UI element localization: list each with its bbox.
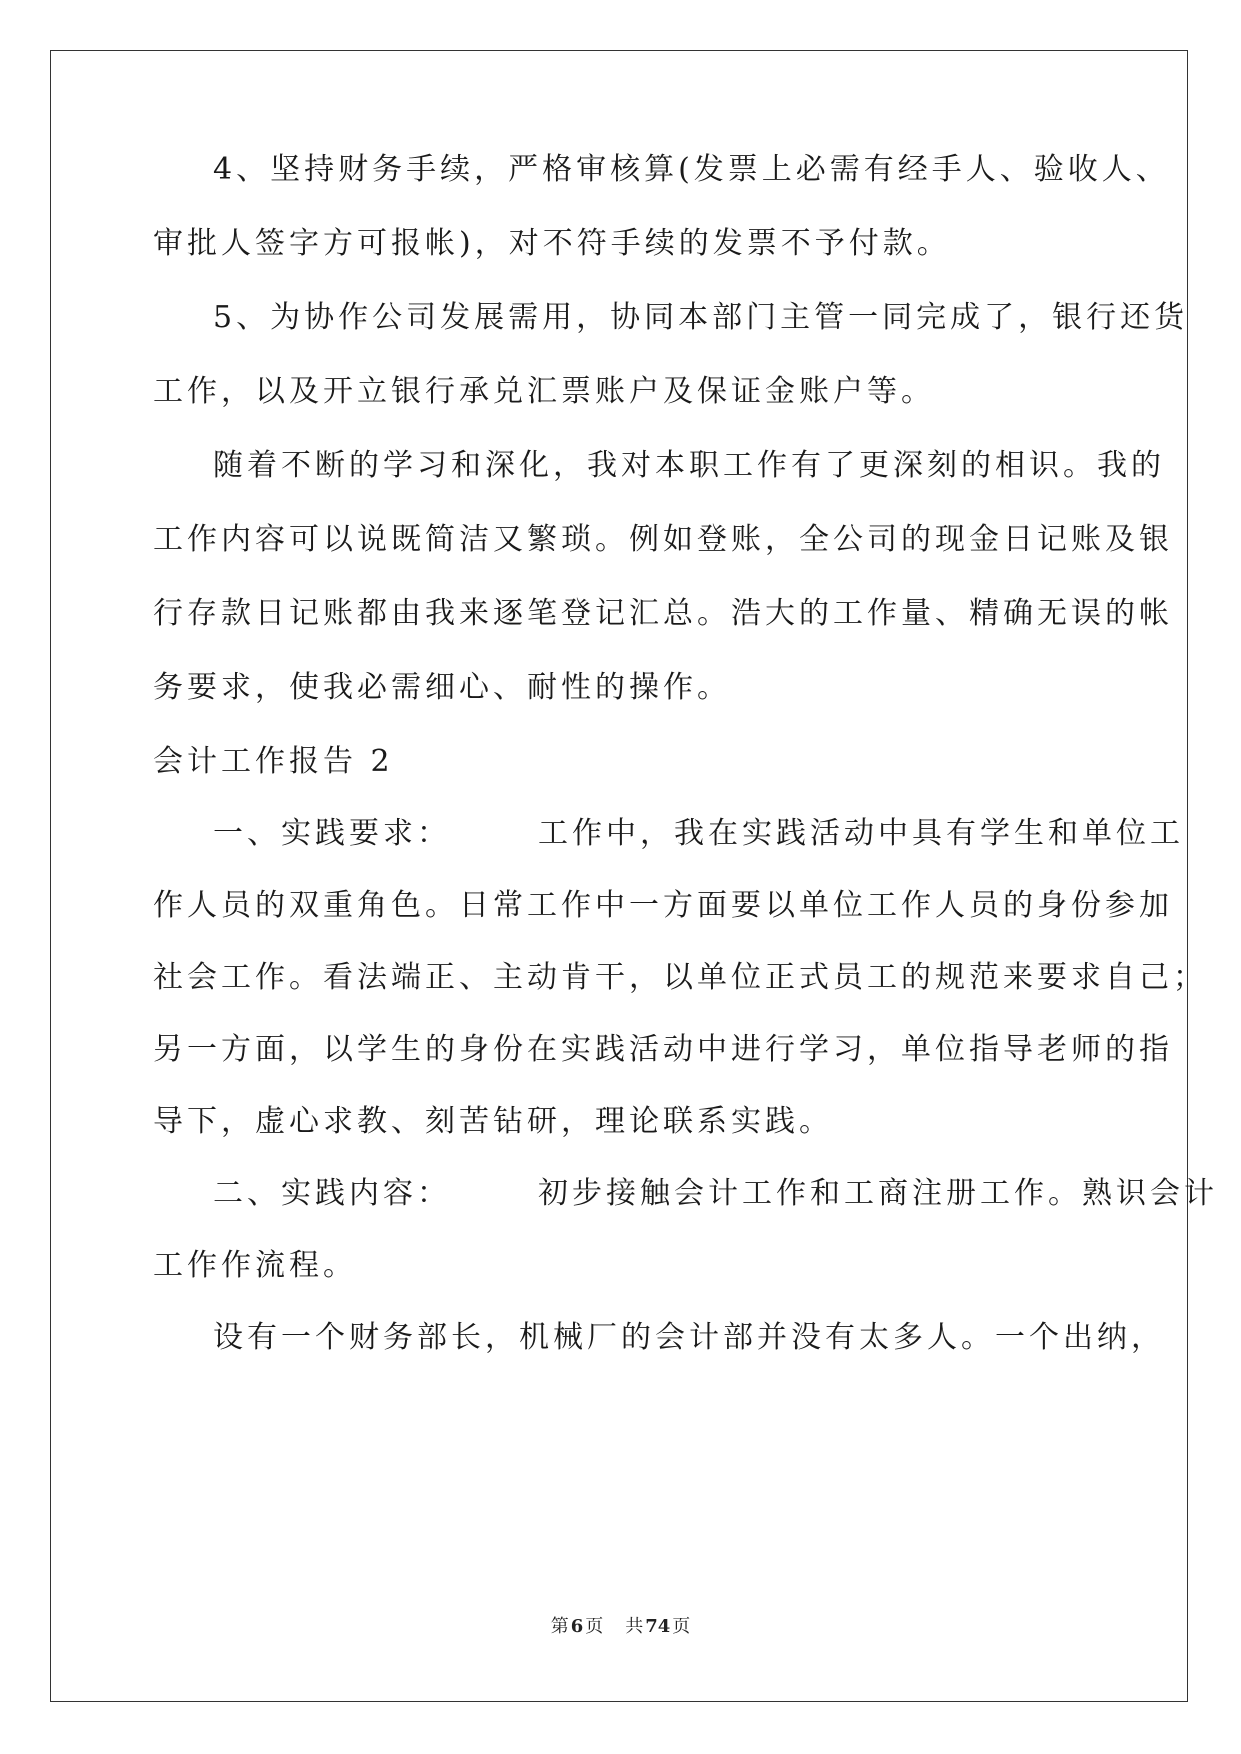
- section-heading: 会计工作报告 2: [153, 744, 394, 779]
- paragraph-line: 导下，虚心求教、刻苦钻研，理论联系实践。: [153, 1104, 833, 1139]
- page-footer: [0, 1615, 1241, 1639]
- paragraph-line: 工作内容可以说既简洁又繁琐。例如登账，全公司的现金日记账及银: [153, 522, 1173, 557]
- paragraph-line: 工作作流程。: [153, 1248, 357, 1283]
- total-pages: 74: [645, 1616, 671, 1637]
- paragraph-line: 5、为协作公司发展需用，协同本部门主管一同完成了，银行还货: [213, 300, 1189, 335]
- paragraph-line: 一、实践要求： 工作中，我在实践活动中具有学生和单位工: [213, 816, 1184, 851]
- paragraph-line: 审批人签字方可报帐)，对不符手续的发票不予付款。: [153, 226, 951, 261]
- total-label-prefix: 共: [625, 1616, 644, 1637]
- paragraph-line: 设有一个财务部长，机械厂的会计部并没有太多人。一个出纳，: [213, 1320, 1165, 1355]
- page-number: 6: [570, 1616, 584, 1637]
- total-label-suffix: 页: [672, 1616, 691, 1637]
- paragraph-line: 工作，以及开立银行承兑汇票账户及保证金账户等。: [153, 374, 935, 409]
- paragraph-line: 随着不断的学习和深化，我对本职工作有了更深刻的相识。我的: [213, 448, 1165, 483]
- page-label-suffix: 页: [585, 1616, 604, 1637]
- paragraph-line: 社会工作。看法端正、主动肯干，以单位正式员工的规范来要求自己；: [153, 960, 1207, 995]
- paragraph-line: 务要求，使我必需细心、耐性的操作。: [153, 670, 731, 705]
- paragraph-line: 另一方面，以学生的身份在实践活动中进行学习，单位指导老师的指: [153, 1032, 1173, 1067]
- paragraph-line: 行存款日记账都由我来逐笔登记汇总。浩大的工作量、精确无误的帐: [153, 596, 1173, 631]
- paragraph-line: 二、实践内容： 初步接触会计工作和工商注册工作。熟识会计: [213, 1176, 1218, 1211]
- paragraph-line: 作人员的双重角色。日常工作中一方面要以单位工作人员的身份参加: [153, 888, 1173, 923]
- page-label-prefix: 第: [550, 1616, 569, 1637]
- paragraph-line: 4、坚持财务手续，严格审核算(发票上必需有经手人、验收人、: [213, 152, 1170, 187]
